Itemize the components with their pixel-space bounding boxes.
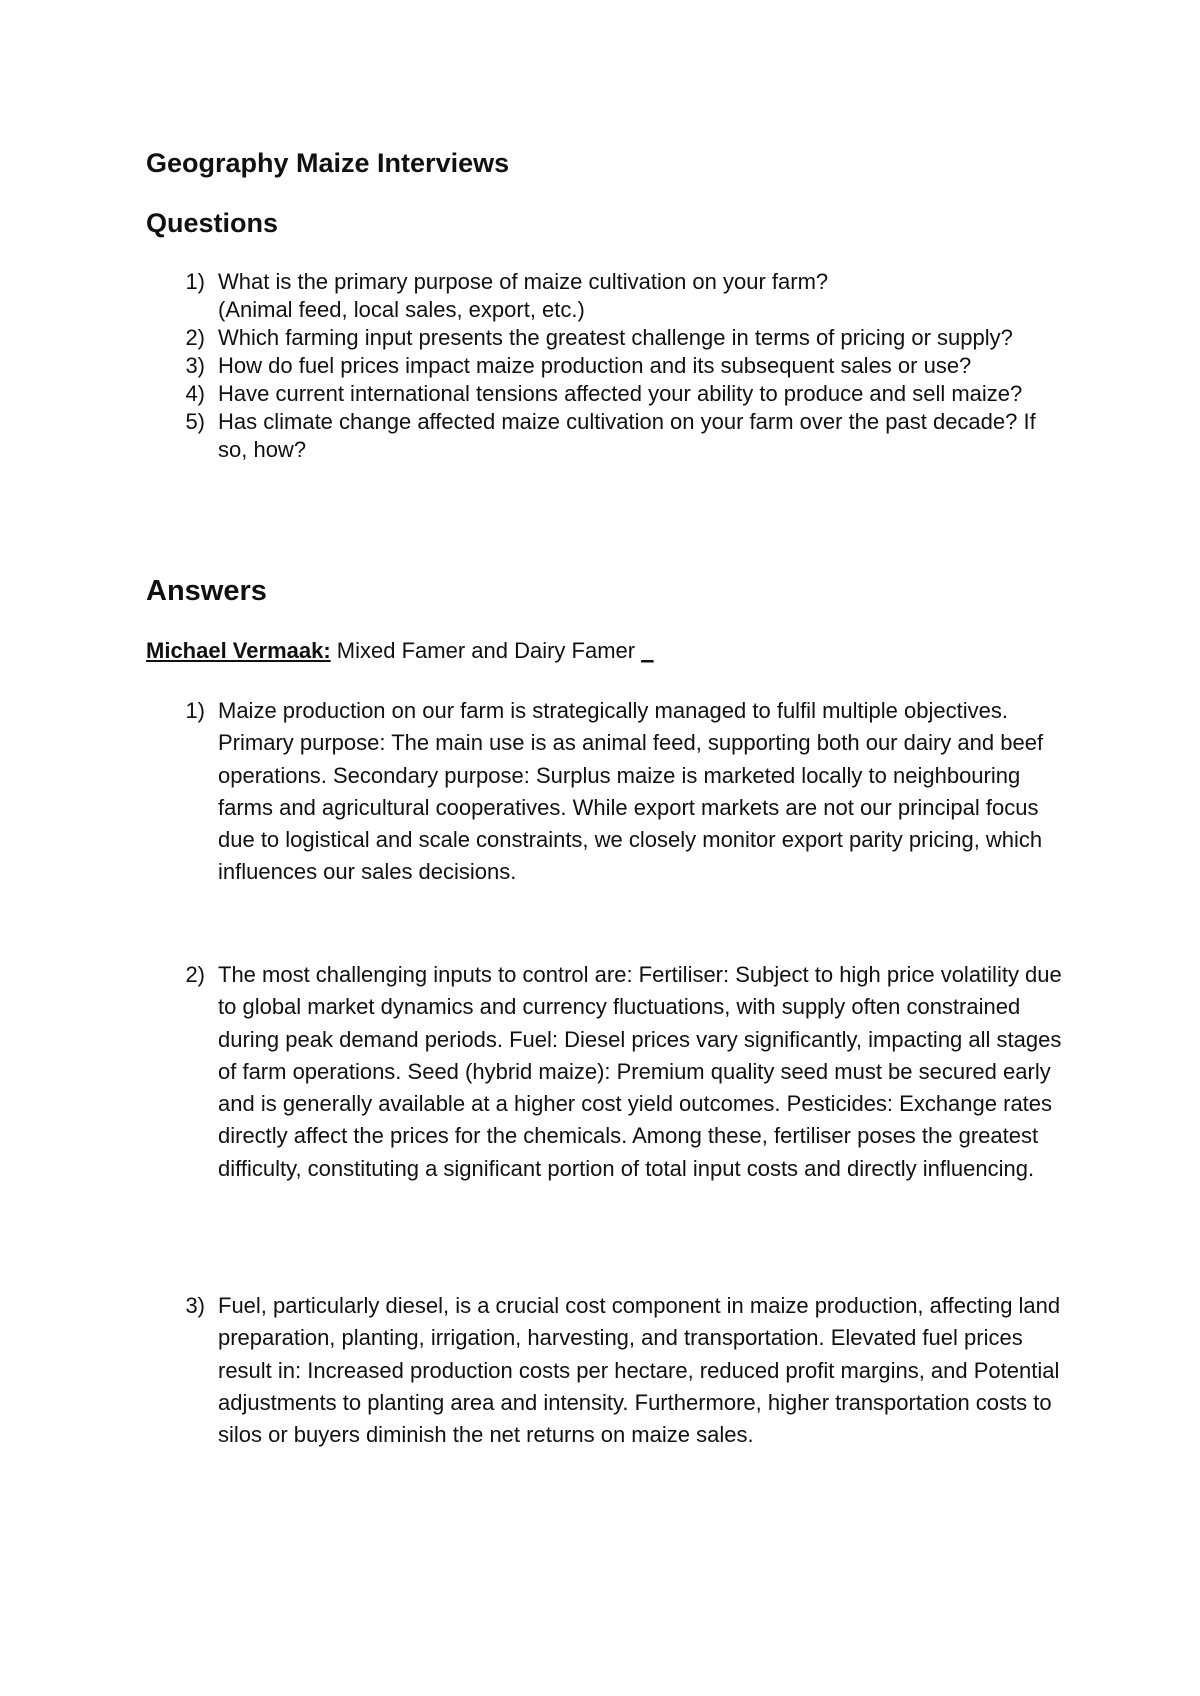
questions-heading: Questions [146,208,279,238]
answer-text: Maize production on our farm is strategically managed to fulfil multiple objectives. Primary purpose: The main use is as animal feed, supporting both our dairy and beef operations. Secondary purpose: Surplus maize is marketed locally to neighbouring farms and agricultural cooperatives. While export markets are not our principal focus due to logistical and scale constraints, we closely monitor export parity pricing, which influences our sales decisions. [218,698,1044,885]
question-item [146,352,1066,380]
answer-text: The most challenging inputs to control are: Fertiliser: Subject to high price volatility due to global market dynamics and currency fluctuations, with supply often constrained during peak demand periods. Fuel: Diesel prices vary significantly, impacting all stages of farm operations. Seed (hybrid maize): Premium quality seed must be secured early and is generally available at a higher cost yield outcomes. Pesticides: Exchange rates directly affect the prices for the chemicals. Among these, fertiliser poses the greatest difficulty, constituting a significant portion of total input costs and directly influencing. [218,962,1062,1181]
question-item [146,408,1066,464]
question-text: How do fuel prices impact maize production and its subsequent sales or use? [218,353,972,378]
question-text: Which farming input presents the greatest challenge in terms of pricing or supply? [218,325,1013,350]
questions-list [146,268,1066,464]
question-number: 2) [185,325,205,350]
question-number: 5) [185,409,205,434]
question-number: 1) [185,269,205,294]
answer-text: Fuel, particularly diesel, is a crucial cost component in maize production, affecting land preparation, planting, irrigation, harvesting, and transportation. Elevated fuel prices result in: Increased production costs per hectare, reduced profit margins, and Potential adjustments to planting area and intensity. Furthermore, higher transportation costs to silos or buyers diminish the net returns on maize sales. [218,1293,1061,1448]
answers-heading: Answers [146,575,267,607]
question-item [146,380,1066,408]
answer-number: 1) [185,698,205,723]
question-text: Has climate change affected maize cultivation on your farm over the past decade? If so, how? [218,409,1036,462]
question-subtext: (Animal feed, local sales, export, etc.) [218,297,585,322]
answer-item [146,1290,1066,1451]
interviewee-name: Michael Vermaak: [146,638,331,663]
question-text: Have current international tensions affected your ability to produce and sell maize? [218,381,1023,406]
question-item [146,268,1066,324]
document-title: Geography Maize Interviews [146,148,510,178]
interviewee-role: Mixed Famer and Dairy Famer [336,638,636,663]
question-item [146,324,1066,352]
answer-item [146,959,1066,1185]
question-main-text: What is the primary purpose of maize cultivation on your farm? [218,269,829,294]
interviewee-line [146,637,653,665]
interviewee-trailing-mark: _ [641,638,654,663]
question-number: 3) [185,353,205,378]
answer-number: 3) [185,1293,205,1318]
answer-item [146,695,1066,889]
question-text [218,268,1066,324]
answer-number: 2) [185,962,205,987]
question-number: 4) [185,381,205,406]
